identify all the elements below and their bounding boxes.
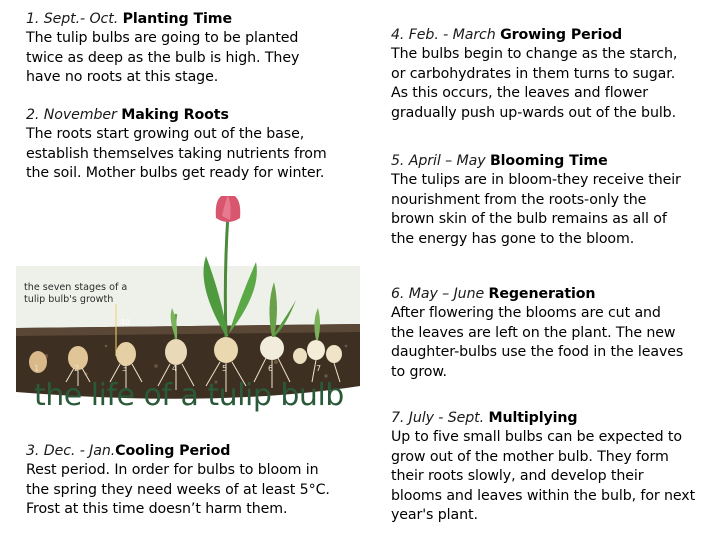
stage-number: 4 bbox=[172, 364, 178, 373]
stage-5-title: Blooming Time bbox=[489, 153, 608, 169]
stage-3-line: the spring they need weeks of at least 5°C. bbox=[26, 481, 330, 498]
illustration-caption: the seven stages of a tulip bulb's growth bbox=[24, 282, 128, 305]
stage-4-block bbox=[391, 26, 713, 123]
stage-6-block bbox=[391, 285, 713, 382]
stage-4-title: Growing Period bbox=[500, 27, 623, 43]
stage-7-line: year's plant. bbox=[391, 507, 478, 524]
stage-number: 1 bbox=[34, 364, 40, 373]
stage-1-block bbox=[26, 10, 366, 88]
stage-4-line: The bulbs begin to change as the starch, bbox=[391, 46, 678, 63]
stage-3-date: 3. Dec. - Jan. bbox=[26, 443, 116, 459]
stage-5-date: 5. April – May bbox=[391, 153, 486, 169]
stage-number: 5 bbox=[222, 364, 228, 373]
stage-7-block bbox=[391, 409, 716, 525]
stage-2-date: 2. November bbox=[26, 107, 117, 123]
stage-number: 2 bbox=[74, 364, 80, 373]
stage-7-title: Multiplying bbox=[488, 410, 578, 426]
stage-2-line: the soil. Mother bulbs get ready for winter. bbox=[26, 165, 325, 182]
stage-2-line: The roots start growing out of the base, bbox=[26, 126, 305, 143]
stage-5-line: nourishment from the roots-only the bbox=[391, 191, 647, 208]
stage-7-line: blooms and leaves within the bulb, for next bbox=[391, 487, 696, 504]
depth-label: 40 bbox=[120, 318, 131, 327]
stage-5-block bbox=[391, 152, 713, 249]
stage-4-heading bbox=[391, 26, 713, 45]
stage-6-line: to grow. bbox=[391, 363, 447, 380]
stage-1-title: Planting Time bbox=[122, 11, 232, 27]
stage-number: 6 bbox=[268, 364, 274, 373]
stage-1-heading bbox=[26, 10, 366, 29]
stage-7-heading bbox=[391, 409, 716, 428]
stage-7-line: their roots slowly, and develop their bbox=[391, 468, 644, 485]
stage-4-line: As this occurs, the leaves and flower bbox=[391, 85, 648, 102]
stage-1-line: The tulip bulbs are going to be planted bbox=[26, 30, 299, 47]
stage-4-line: gradually push up-wards out of the bulb. bbox=[391, 104, 676, 121]
stage-2-block bbox=[26, 106, 371, 184]
stage-1-date: 1. Sept.- Oct. bbox=[26, 11, 119, 27]
stage-number: 3 bbox=[122, 364, 128, 373]
stage-3-line: Rest period. In order for bulbs to bloom in bbox=[26, 462, 319, 479]
tulip-growth-illustration bbox=[16, 196, 360, 422]
stage-6-date: 6. May – June bbox=[391, 286, 485, 302]
stage-2-heading bbox=[26, 106, 371, 125]
stage-3-line: Frost at this time doesn’t harm them. bbox=[26, 501, 288, 518]
stage-6-line: daughter-bulbs use the food in the leaves bbox=[391, 344, 684, 361]
stage-7-date: 7. July - Sept. bbox=[391, 410, 485, 426]
stage-6-heading bbox=[391, 285, 713, 304]
stage-4-line: or carbohydrates in them turns to sugar. bbox=[391, 65, 676, 82]
stage-number: 7 bbox=[316, 364, 322, 373]
stage-1-line: have no roots at this stage. bbox=[26, 69, 219, 86]
stage-5-heading bbox=[391, 152, 713, 171]
stage-5-line: The tulips are in bloom-they receive their bbox=[391, 172, 681, 189]
stage-2-line: establish themselves taking nutrients from bbox=[26, 145, 327, 162]
stage-6-title: Regeneration bbox=[488, 286, 596, 302]
stage-5-line: the energy has gone to the bloom. bbox=[391, 230, 635, 247]
stage-6-line: the leaves are left on the plant. The new bbox=[391, 324, 676, 341]
stage-4-date: 4. Feb. - March bbox=[391, 27, 496, 43]
stage-5-line: brown skin of the bulb remains as all of bbox=[391, 211, 667, 228]
stage-1-line: twice as deep as the bulb is high. They bbox=[26, 49, 300, 66]
stage-2-title: Making Roots bbox=[121, 107, 229, 123]
stage-3-block bbox=[26, 442, 371, 520]
stage-7-line: grow out of the mother bulb. They form bbox=[391, 448, 669, 465]
stage-7-line: Up to five small bulbs can be expected to bbox=[391, 429, 682, 446]
stage-3-title: Cooling Period bbox=[115, 443, 231, 459]
stage-3-heading bbox=[26, 442, 371, 461]
illustration-title: the life of a tulip bulb bbox=[34, 378, 344, 413]
stage-6-line: After flowering the blooms are cut and bbox=[391, 305, 661, 322]
